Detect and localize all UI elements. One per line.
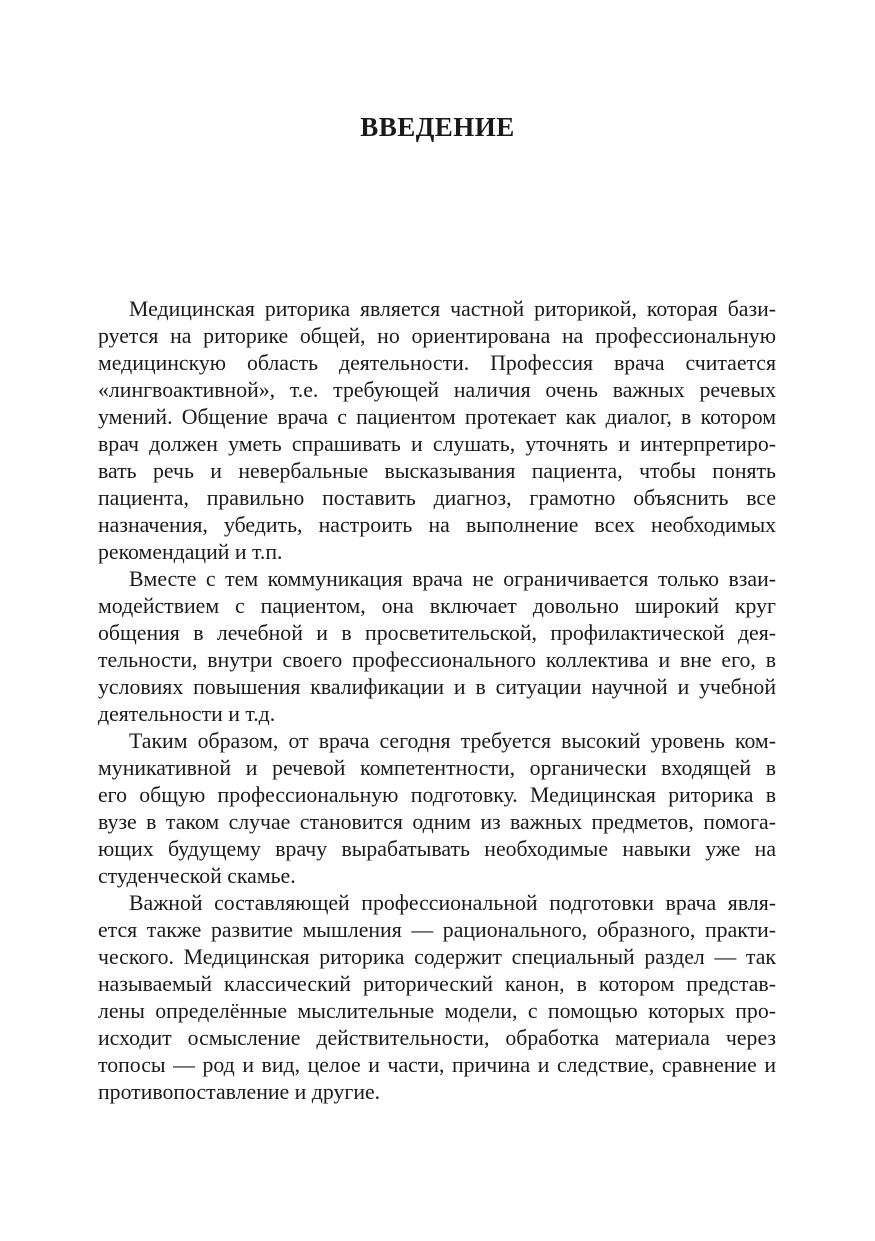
text-line: называемый классический риторический канон, в котором представ- [98,972,776,996]
text-line: вать речь и невербальные высказывания пациента, чтобы понять [98,459,776,483]
text-line: топосы — род и вид, целое и части, причина и следствие, сравнение и [98,1053,776,1077]
text-line: ческого. Медицинская риторика содержит специальный раздел — так [98,945,776,969]
text-line: Медицинская риторика является частной риторикой, которая бази- [129,297,776,321]
text-line: умений. Общение врача с пациентом протекает как диалог, в котором [98,405,776,429]
text-line: модействием с пациентом, она включает довольно широкий круг [98,594,776,618]
text-line: деятельности и т.д. [98,702,276,726]
text-line: противопоставление и другие. [98,1080,381,1104]
text-line: ющих будущему врачу вырабатывать необходимые навыки уже на [98,837,776,861]
text-line: руется на риторике общей, но ориентирована на профессиональную [98,324,776,348]
text-line: Важной составляющей профессиональной подготовки врача явля- [129,891,776,915]
text-line: назначения, убедить, настроить на выполнение всех необходимых [98,513,776,537]
text-line: медицинскую область деятельности. Профессия врача считается [98,351,776,375]
text-line: исходит осмысление действительности, обработка материала через [98,1026,776,1050]
text-line: вузе в таком случае становится одним из важных предметов, помога- [98,810,776,834]
text-line: пациента, правильно поставить диагноз, грамотно объяснить все [98,486,776,510]
text-line: общения в лечебной и в просветительской, профилактической дея- [98,621,776,645]
page-title: ВВЕДЕНИЕ [360,112,515,142]
text-line: лены определённые мыслительные модели, с помощью которых про- [98,999,776,1023]
text-line: врач должен уметь спрашивать и слушать, уточнять и интерпретиро- [98,432,776,456]
text-line: условиях повышения квалификации и в ситуации научной и учебной [98,675,776,699]
text-line: его общую профессиональную подготовку. Медицинская риторика в [98,783,776,807]
text-line: Таким образом, от врача сегодня требуется высокий уровень ком- [129,729,776,753]
text-line: «лингвоактивной», т.е. требующей наличия очень важных речевых [98,378,776,402]
text-line: Вместе с тем коммуникация врача не ограничивается только взаи- [129,567,776,591]
text-line: тельности, внутри своего профессионального коллектива и вне его, в [98,648,776,672]
text-line: рекомендаций и т.п. [98,540,283,564]
text-line: муникативной и речевой компетентности, органически входящей в [98,756,776,780]
text-line: ется также развитие мышления — рационального, образного, практи- [98,918,776,942]
text-line: студенческой скамье. [98,864,296,888]
